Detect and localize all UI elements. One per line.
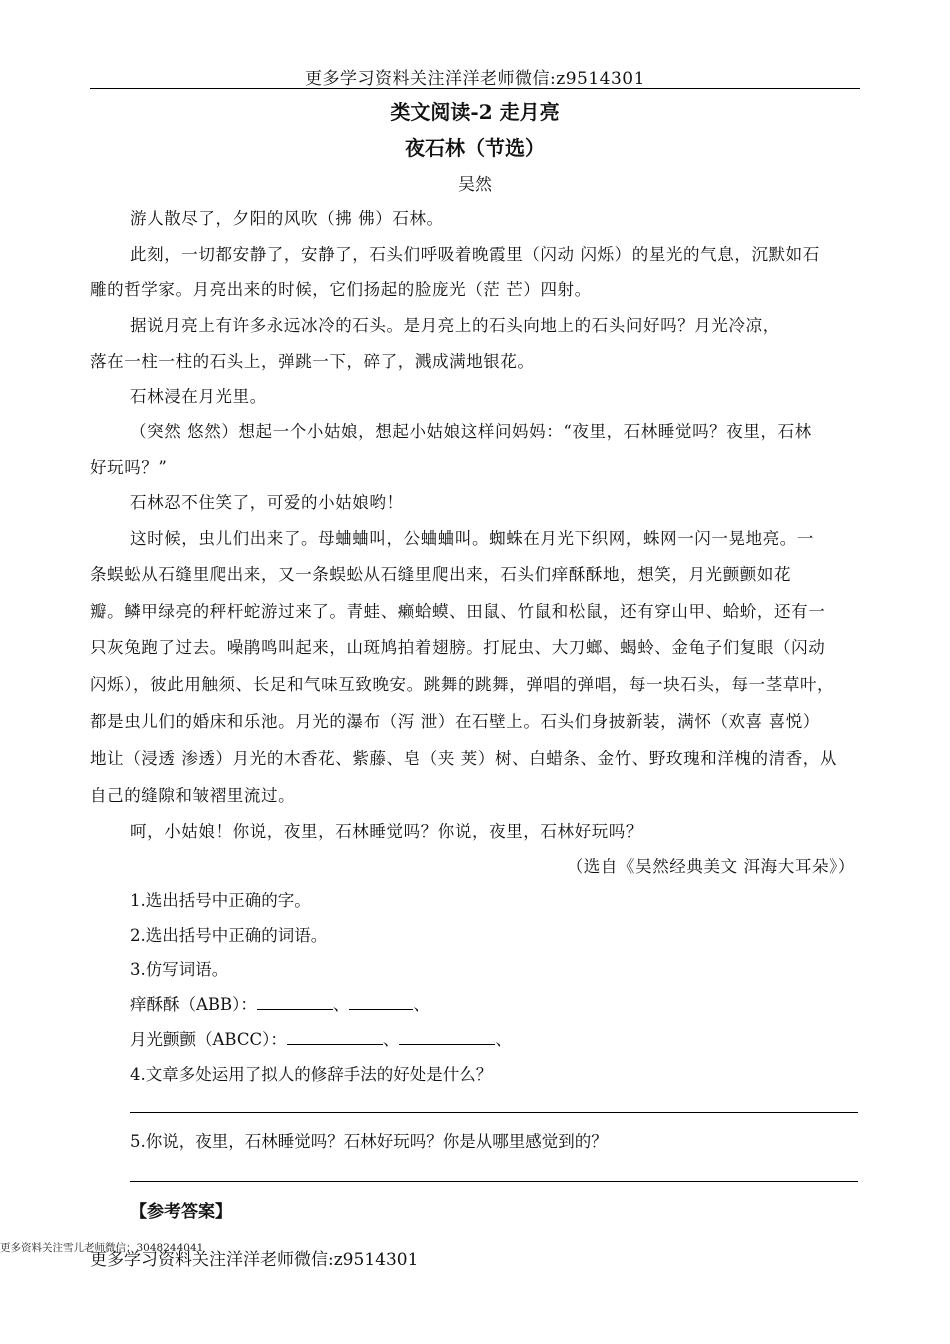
article-title: 夜石林（节选） [405, 136, 545, 160]
passage-line: 雕的哲学家。月亮出来的时候，它们扬起的脸庞光（茫 芒）四射。 [90, 280, 592, 299]
answer-blank[interactable] [287, 1030, 383, 1045]
answer-blank[interactable] [399, 1030, 495, 1045]
passage-line: 这时候，虫儿们出来了。母蛐蛐叫，公蛐蛐叫。蜘蛛在月光下织网，蛛网一闪一晃地亮。一 [130, 529, 814, 548]
passage-line: 地让（浸透 渗透）月光的木香花、紫藤、皂（夹 荚）树、白蜡条、金竹、野玫瑰和洋槐的清香，从 [90, 749, 837, 768]
passage-line: 闪烁），彼此用触须、长足和气味互致晚安。跳舞的跳舞，弹唱的弹唱，每一块石头，每一茎草叶， [90, 675, 835, 694]
passage-line: 据说月亮上有许多永远冰冷的石头。是月亮上的石头向地上的石头问好吗？月光冷凉， [130, 316, 780, 335]
watermark-text: 更多资料关注雪儿老师微信：3048244041 [0, 1242, 204, 1254]
answer-heading: 【参考答案】 [130, 1202, 232, 1222]
question-3a-row [130, 991, 430, 1015]
question-1: 1.选出括号中正确的字。 [130, 891, 311, 910]
passage-line: 好玩吗？” [90, 458, 168, 477]
question-2: 2.选出括号中正确的词语。 [130, 926, 328, 945]
question-3b-row [130, 1026, 512, 1050]
separator: 、 [332, 995, 350, 1014]
passage-line: 自己的缝隙和皱褶里流过。 [90, 786, 296, 805]
passage-line: 游人散尽了，夕阳的风吹（拂 佛）石林。 [130, 209, 444, 228]
passage-line: 都是虫儿们的婚床和乐池。月光的瀑布（泻 泄）在石壁上。石头们身披新装，满怀（欢喜 喜悦） [90, 712, 820, 731]
page-header: 更多学习资料关注洋洋老师微信:z9514301 [305, 69, 645, 89]
separator: 、 [382, 1030, 400, 1049]
question-5: 5.你说，夜里，石林睡觉吗？石林好玩吗？你是从哪里感觉到的？ [130, 1132, 608, 1151]
doc-title: 类文阅读-2 走月亮 [390, 100, 560, 124]
passage-line: （突然 悠然）想起一个小姑娘，想起小姑娘这样问妈妈：“夜里，石林睡觉吗？夜里，石林 [130, 422, 812, 441]
passage-line: 此刻，一切都安静了，安静了，石头们呼吸着晚霞里（闪动 闪烁）的星光的气息，沉默如石 [130, 245, 820, 264]
header-divider [90, 88, 860, 89]
passage-line: 呵，小姑娘！你说，夜里，石林睡觉吗？你说，夜里，石林好玩吗？ [130, 822, 643, 841]
question-3a-label: 痒酥酥（ABB）： [130, 995, 257, 1014]
separator: 、 [413, 995, 430, 1014]
answer-blank[interactable] [257, 995, 333, 1010]
passage-line: 石林忍不住笑了，可爱的小姑娘哟！ [130, 493, 404, 512]
question-3: 3.仿写词语。 [130, 960, 229, 979]
source-citation: （选自《吴然经典美文 洱海大耳朵》） [566, 857, 855, 876]
answer-blank[interactable] [349, 995, 413, 1010]
page-footer: 更多学习资料关注洋洋老师微信:z9514301 [90, 1250, 419, 1270]
passage-line: 瓣。鳞甲绿亮的秤杆蛇游过来了。青蛙、癞蛤蟆、田鼠、竹鼠和松鼠，还有穿山甲、蛤蚧，还有一 [90, 602, 826, 621]
separator: 、 [495, 1030, 512, 1049]
author: 吴然 [458, 175, 492, 195]
passage-line: 落在一柱一柱的石头上，弹跳一下，碎了，溅成满地银花。 [90, 352, 535, 371]
passage-line: 石林浸在月光里。 [130, 387, 267, 406]
answer-line[interactable] [130, 1181, 858, 1182]
question-3b-label: 月光颤颤（ABCC）： [130, 1030, 287, 1049]
passage-line: 只灰兔跑了过去。噪鹃鸣叫起来，山斑鸠拍着翅膀。打屁虫、大刀螂、蝎蛉、金龟子们复眼（闪动 [90, 638, 826, 657]
question-4: 4.文章多处运用了拟人的修辞手法的好处是什么？ [130, 1065, 493, 1084]
passage-line: 条蜈蚣从石缝里爬出来，又一条蜈蚣从石缝里爬出来，石头们痒酥酥地，想笑，月光颤颤如花 [90, 565, 792, 584]
answer-line[interactable] [130, 1112, 858, 1113]
